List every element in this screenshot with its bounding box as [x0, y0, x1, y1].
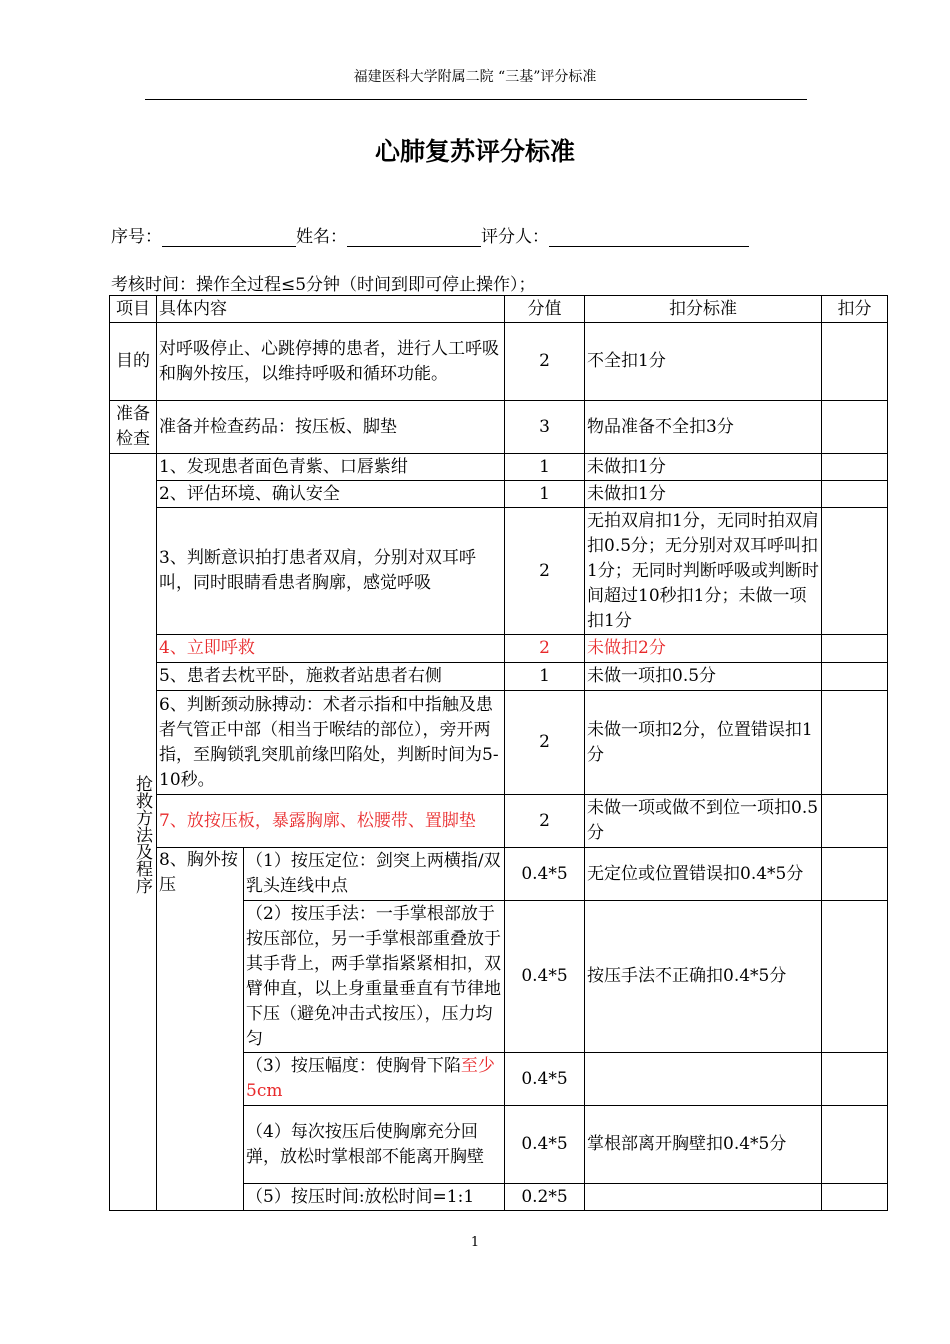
row-item: 准备检查 [110, 401, 157, 454]
compression-label: 8、胸外按压 [157, 848, 244, 1211]
row-score: 1 [505, 481, 585, 508]
row-deduction-standard [585, 1184, 822, 1211]
page-header: 福建医科大学附属二院 “三基”评分标准 [353, 69, 597, 85]
info-line [111, 222, 749, 247]
grader-label: 评分人： [481, 227, 549, 247]
row-content [244, 1053, 505, 1106]
row-deduction-standard: 未做一项扣0.5分 [585, 663, 822, 691]
row-content: 5、患者去枕平卧，施救者站患者右侧 [157, 663, 505, 691]
row-content: 6、判断颈动脉搏动：术者示指和中指触及患者气管正中部（相当于喉结的部位），旁开两指，至胸锁乳突肌前缘凹陷处，判断时间为5-10秒。 [157, 691, 505, 795]
row-deduction-standard: 无拍双肩扣1分，无同时拍双肩扣0.5分；无分别对双耳呼叫扣1分；无同时判断呼吸或判断时间超过10秒扣1分；未做一项扣1分 [585, 508, 822, 635]
page-number: 1 [470, 1235, 480, 1250]
header-content: 具体内容 [157, 296, 505, 323]
row-deduction-standard: 未做扣2分 [585, 635, 822, 663]
header-score: 分值 [505, 296, 585, 323]
table-row [110, 323, 888, 401]
row-content: （2）按压手法：一手掌根部放于按压部位，另一手掌根部重叠放于其手背上，两手掌指紧紧相扣，双臂伸直，以上身重量垂直有节律地下压（避免冲击式按压），压力均匀 [244, 901, 505, 1053]
row-deduction-standard [585, 1053, 822, 1106]
name-blank [347, 228, 481, 247]
name-label: 姓名： [296, 227, 347, 247]
grader-blank [549, 228, 749, 247]
row-deduction-cell [822, 663, 888, 691]
row-content-b: 至少5cm [246, 1056, 495, 1101]
row-deduction-cell [822, 401, 888, 454]
header-item: 项目 [110, 296, 157, 323]
row-deduction-cell [822, 635, 888, 663]
row-score: 1 [505, 663, 585, 691]
row-score: 1 [505, 454, 585, 481]
row-score: 0.4*5 [505, 1106, 585, 1184]
header-deduction-standard: 扣分标准 [585, 296, 822, 323]
row-content: 1、发现患者面色青紫、口唇紫绀 [157, 454, 505, 481]
row-deduction-cell [822, 691, 888, 795]
row-content: 2、评估环境、确认安全 [157, 481, 505, 508]
row-item: 目的 [110, 323, 157, 401]
table-row [110, 635, 888, 663]
table-row [110, 481, 888, 508]
row-deduction-standard: 无定位或位置错误扣0.4*5分 [585, 848, 822, 901]
row-score: 2 [505, 508, 585, 635]
table-row [110, 401, 888, 454]
row-content: 3、判断意识拍打患者双肩，分别对双耳呼叫，同时眼睛看患者胸廓，感觉呼吸 [157, 508, 505, 635]
row-deduction-cell [822, 1184, 888, 1211]
row-content: 准备并检查药品：按压板、脚垫 [157, 401, 505, 454]
row-deduction-cell [822, 1106, 888, 1184]
row-deduction-cell [822, 481, 888, 508]
row-score: 2 [505, 323, 585, 401]
header-divider [145, 99, 807, 100]
row-deduction-cell [822, 901, 888, 1053]
row-content: （4）每次按压后使胸廓充分回弹，放松时掌根部不能离开胸壁 [244, 1106, 505, 1184]
row-score: 0.2*5 [505, 1184, 585, 1211]
row-content: 4、立即呼救 [157, 635, 505, 663]
table-row [110, 454, 888, 481]
seq-label: 序号： [111, 227, 162, 247]
row-deduction-standard: 未做扣1分 [585, 481, 822, 508]
row-score: 0.4*5 [505, 901, 585, 1053]
procedure-label: 抢救方法及程序 [110, 454, 157, 1211]
row-deduction-standard: 未做一项扣2分，位置错误扣1分 [585, 691, 822, 795]
row-deduction-standard: 未做一项或做不到位一项扣0.5分 [585, 795, 822, 848]
header-deduction: 扣分 [822, 296, 888, 323]
row-content-a: （3）按压幅度：使胸骨下陷 [246, 1056, 461, 1076]
table-row [110, 795, 888, 848]
seq-blank [162, 228, 296, 247]
row-deduction-standard: 未做扣1分 [585, 454, 822, 481]
table-header-row [110, 296, 888, 323]
row-deduction-standard: 按压手法不正确扣0.4*5分 [585, 901, 822, 1053]
row-deduction-cell [822, 323, 888, 401]
table-row [110, 848, 888, 901]
row-score: 0.4*5 [505, 1053, 585, 1106]
scoring-table [109, 295, 888, 1211]
row-deduction-cell [822, 795, 888, 848]
table-row [110, 691, 888, 795]
row-content: （1）按压定位：剑突上两横指/双乳头连线中点 [244, 848, 505, 901]
row-score: 3 [505, 401, 585, 454]
row-deduction-standard: 不全扣1分 [585, 323, 822, 401]
document-title: 心肺复苏评分标准 [374, 137, 575, 166]
row-content: 7、放按压板，暴露胸廓、松腰带、置脚垫 [157, 795, 505, 848]
row-deduction-cell [822, 848, 888, 901]
row-deduction-cell [822, 1053, 888, 1106]
row-score: 2 [505, 691, 585, 795]
row-deduction-cell [822, 454, 888, 481]
row-content: 对呼吸停止、心跳停搏的患者，进行人工呼吸和胸外按压，以维持呼吸和循环功能。 [157, 323, 505, 401]
row-deduction-standard: 掌根部离开胸壁扣0.4*5分 [585, 1106, 822, 1184]
row-deduction-cell [822, 508, 888, 635]
table-row [110, 663, 888, 691]
table-row [110, 508, 888, 635]
row-content: （5）按压时间:放松时间=1:1 [244, 1184, 505, 1211]
row-score: 2 [505, 635, 585, 663]
row-score: 2 [505, 795, 585, 848]
row-score: 0.4*5 [505, 848, 585, 901]
exam-time: 考核时间：操作全过程≤5分钟（时间到即可停止操作）； [111, 275, 536, 295]
row-deduction-standard: 物品准备不全扣3分 [585, 401, 822, 454]
